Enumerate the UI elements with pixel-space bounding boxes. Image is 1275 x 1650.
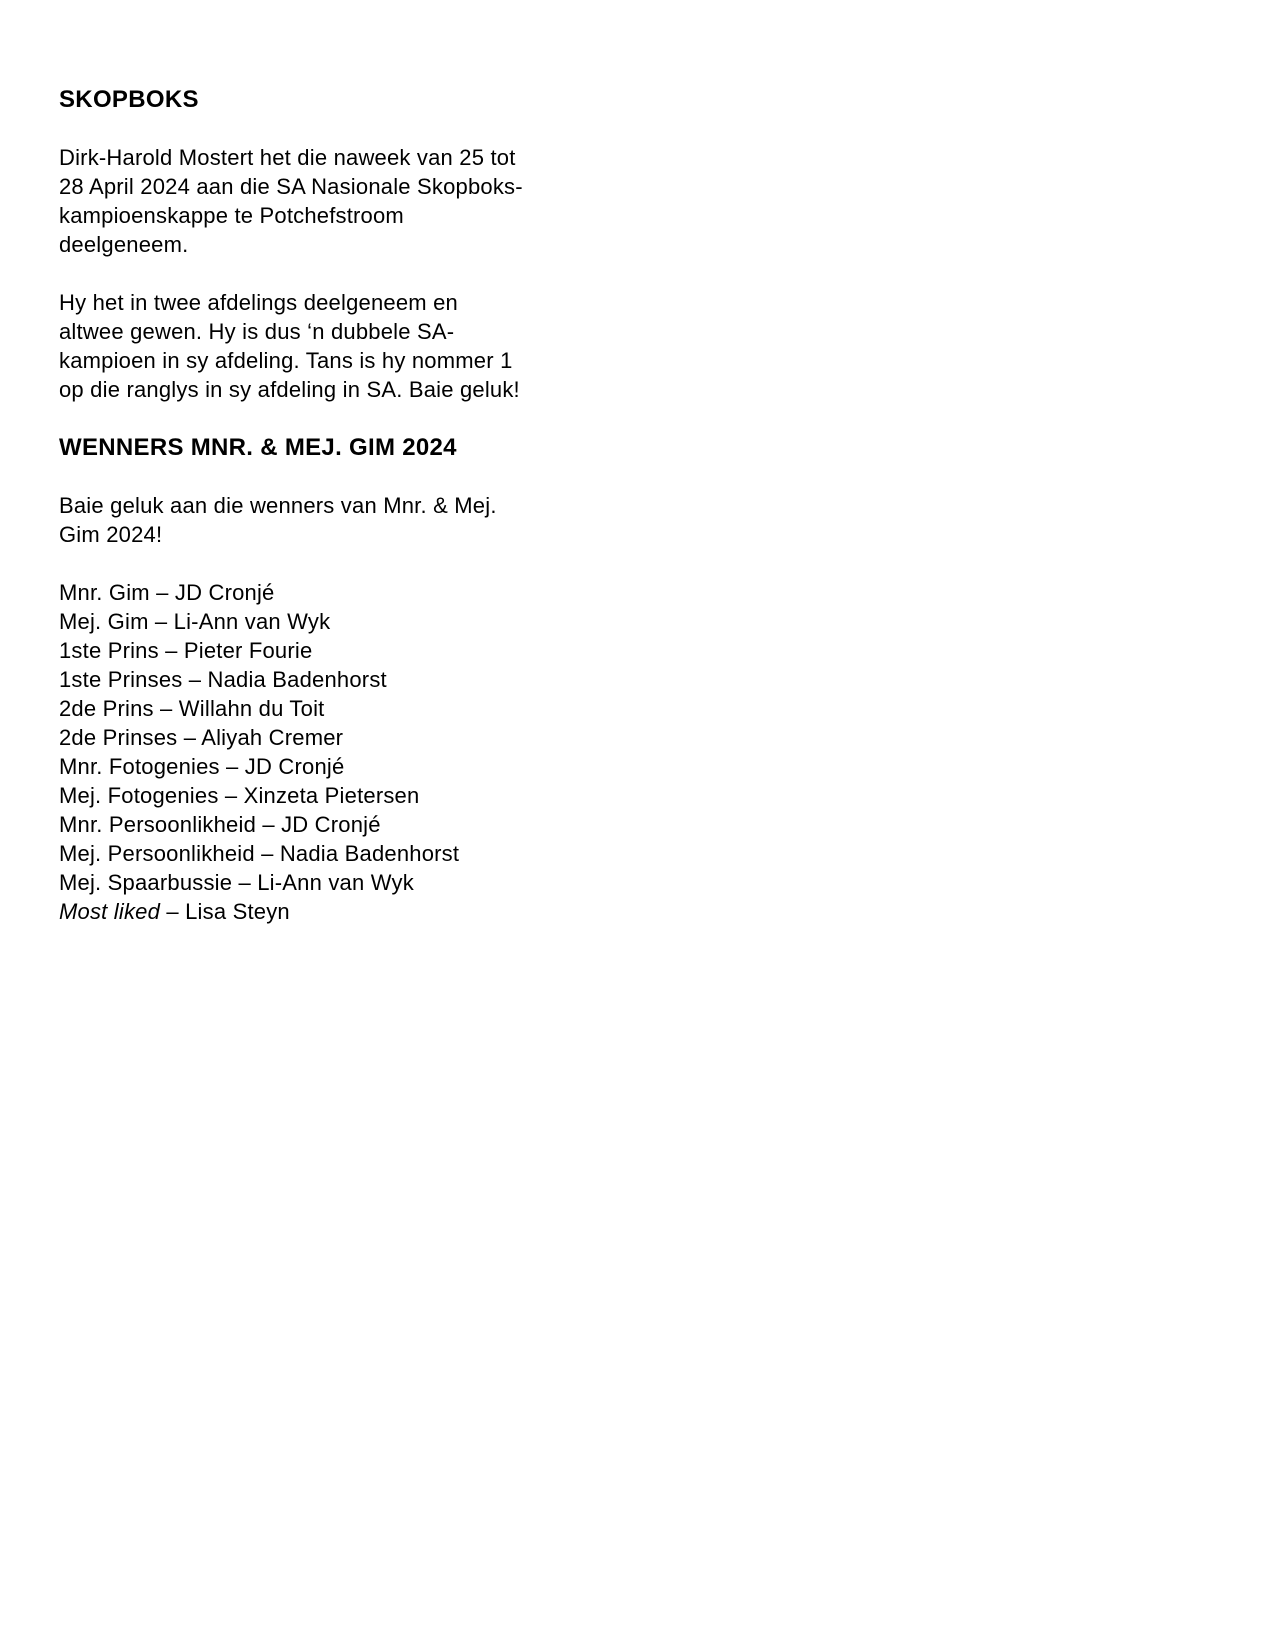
winners-list-line: 2de Prins – Willahn du Toit — [59, 696, 325, 721]
heading-skopboks: SKOPBOKS — [59, 86, 199, 113]
paragraph-line: 28 April 2024 aan die SA Nasionale Skopboks- — [59, 174, 523, 199]
paragraph-line: kampioenskappe te Potchefstroom — [59, 203, 404, 228]
blank-line — [59, 549, 619, 578]
document-content — [59, 85, 619, 926]
paragraph-line: kampioen in sy afdeling. Tans is hy nommer 1 — [59, 348, 513, 373]
blank-line — [59, 462, 619, 491]
winners-list-line: Mej. Spaarbussie – Li-Ann van Wyk — [59, 870, 414, 895]
paragraph-line: altwee gewen. Hy is dus ‘n dubbele SA- — [59, 319, 455, 344]
blank-line — [59, 404, 619, 433]
winners-list-line: Mnr. Persoonlikheid – JD Cronjé — [59, 812, 381, 837]
paragraph-line: deelgeneem. — [59, 232, 189, 257]
most-liked-italic-label: Most liked — [59, 899, 161, 924]
winners-list-line: 1ste Prinses – Nadia Badenhorst — [59, 667, 387, 692]
paragraph-line: Baie geluk aan die wenners van Mnr. & Mej. — [59, 493, 497, 518]
heading-wenners: WENNERS MNR. & MEJ. GIM 2024 — [59, 434, 457, 461]
winners-list-line-most-liked — [59, 897, 619, 926]
winners-list-line: Mej. Gim – Li-Ann van Wyk — [59, 609, 331, 634]
winners-list-line: Mnr. Gim – JD Cronjé — [59, 580, 275, 605]
winners-list-line: Mej. Fotogenies – Xinzeta Pietersen — [59, 783, 420, 808]
winners-list-line: 2de Prinses – Aliyah Cremer — [59, 725, 344, 750]
most-liked-winner: – Lisa Steyn — [160, 899, 290, 924]
blank-line — [59, 114, 619, 143]
winners-list-line: Mnr. Fotogenies – JD Cronjé — [59, 754, 345, 779]
paragraph-line: Gim 2024! — [59, 522, 163, 547]
winners-list-line: 1ste Prins – Pieter Fourie — [59, 638, 313, 663]
paragraph-line: op die ranglys in sy afdeling in SA. Baie geluk! — [59, 377, 520, 402]
paragraph-line: Hy het in twee afdelings deelgeneem en — [59, 290, 458, 315]
blank-line — [59, 259, 619, 288]
paragraph-line: Dirk-Harold Mostert het die naweek van 25 tot — [59, 145, 516, 170]
winners-list-line: Mej. Persoonlikheid – Nadia Badenhorst — [59, 841, 460, 866]
